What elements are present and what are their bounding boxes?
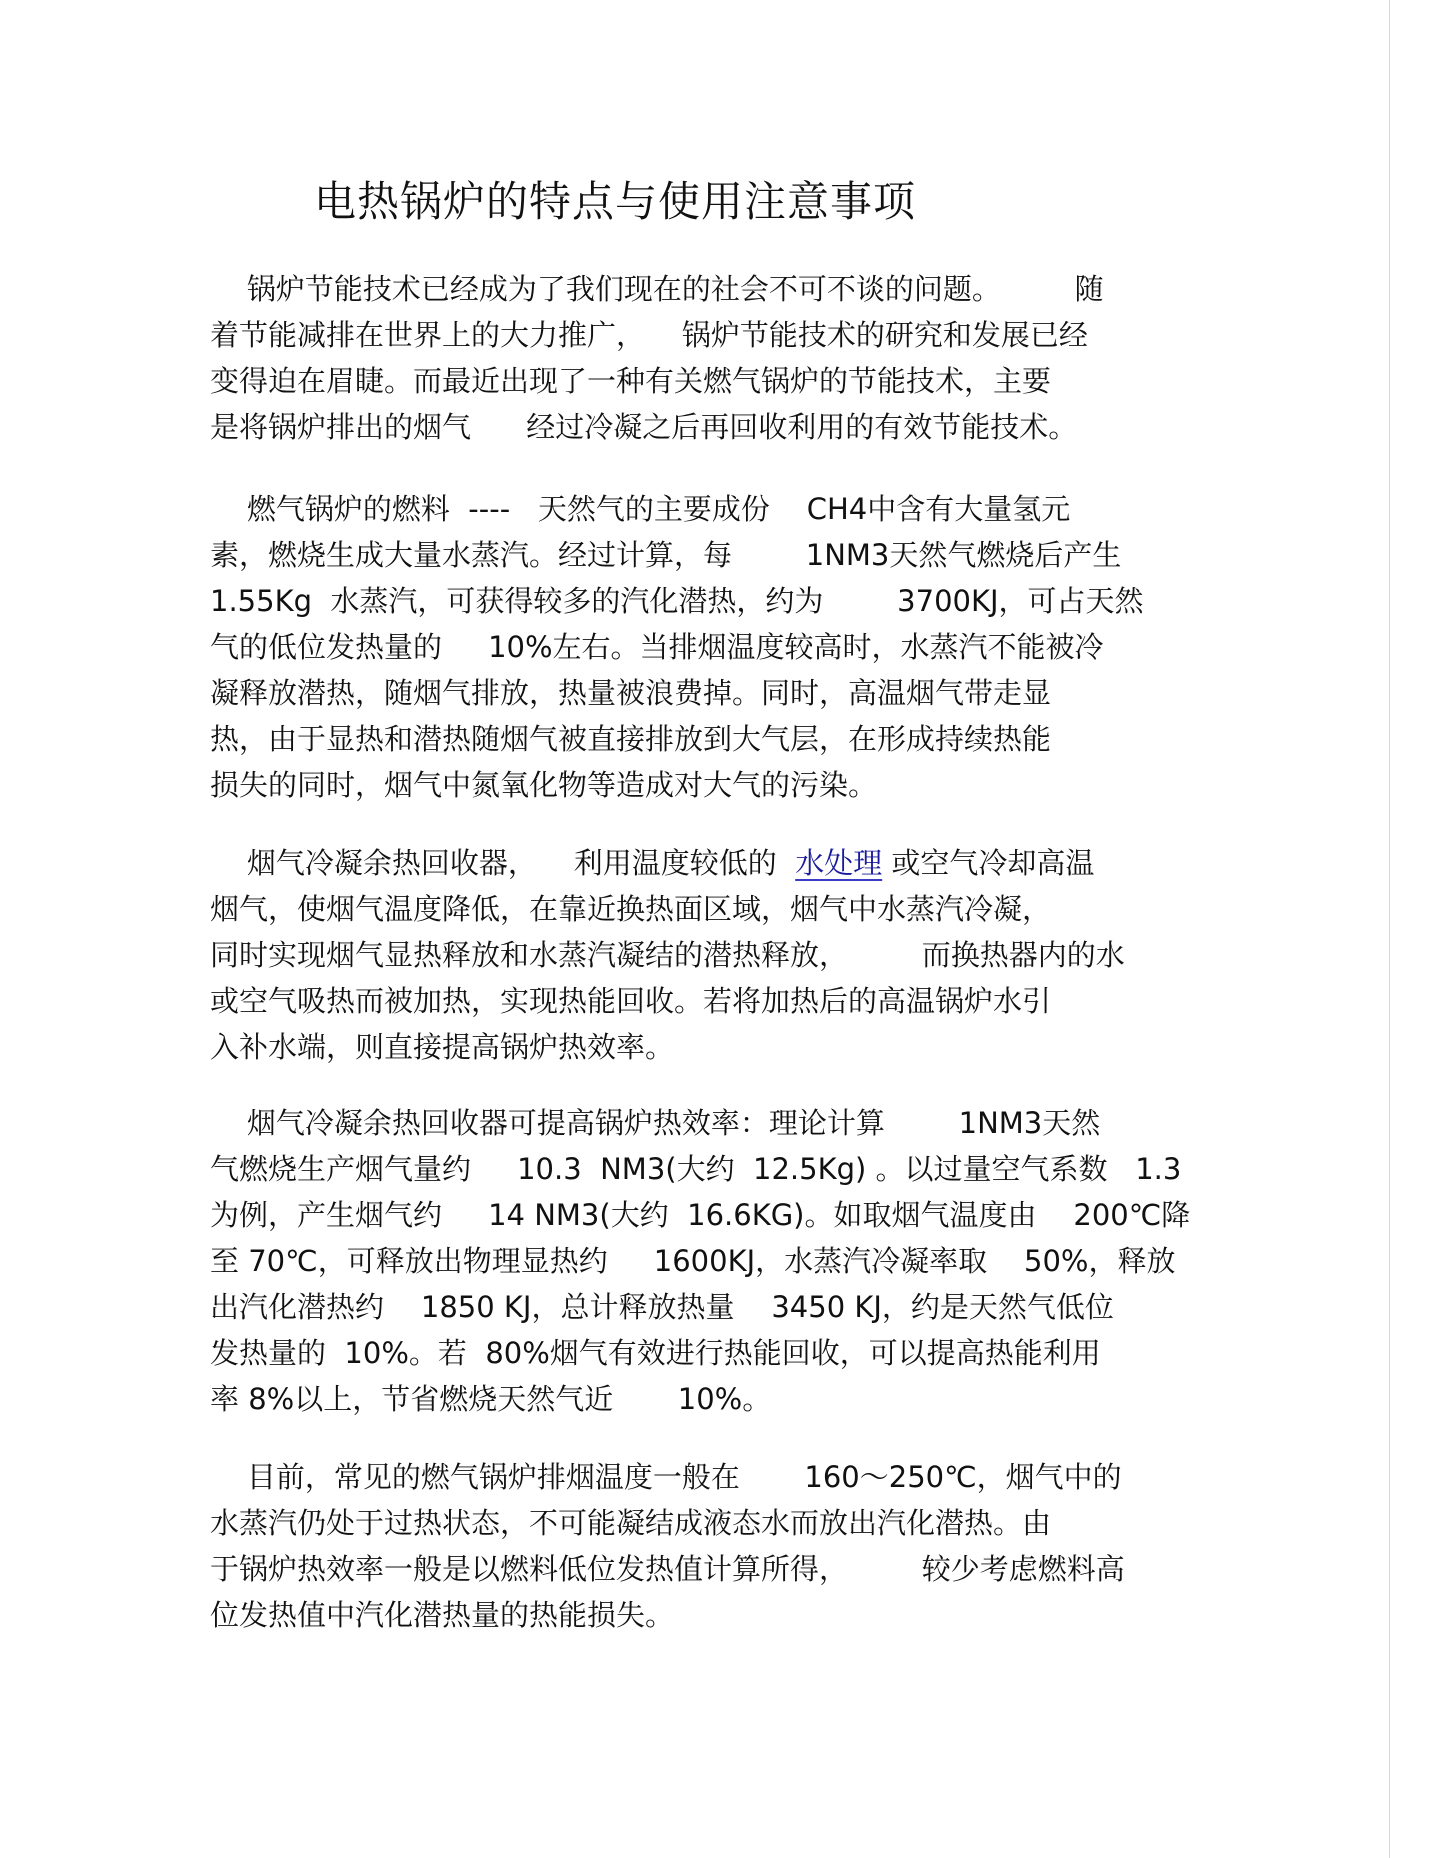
paragraph-line: 为例，产生烟气约 14 NM3(大约 16.6KG)。如取烟气温度由 200℃降 bbox=[210, 1198, 1191, 1232]
paragraph-line: 目前，常见的燃气锅炉排烟温度一般在 160～250℃，烟气中的 bbox=[210, 1460, 1122, 1494]
paragraph-line: 至 70℃，可释放出物理显热约 1600KJ，水蒸汽冷凝率取 50%，释放 bbox=[210, 1244, 1176, 1278]
paragraph-line: 气的低位发热量的 10%左右。当排烟温度较高时，水蒸汽不能被冷 bbox=[210, 630, 1104, 664]
paragraph-line: 气燃烧生产烟气量约 10.3 NM3(大约 12.5Kg) 。以过量空气系数 1.3 bbox=[210, 1152, 1182, 1186]
paragraph-line: 是将锅炉排出的烟气 经过冷凝之后再回收利用的有效节能技术。 bbox=[210, 410, 1078, 444]
page-edge-divider bbox=[1389, 0, 1390, 1858]
paragraph-line-end: 或空气冷却高温 bbox=[882, 846, 1095, 880]
paragraph-line: 凝释放潜热，随烟气排放，热量被浪费掉。同时，高温烟气带走显 bbox=[210, 676, 1052, 710]
paragraph-1 bbox=[210, 266, 1220, 450]
paragraph-4 bbox=[210, 1100, 1220, 1422]
water-treatment-link[interactable]: 水处理 bbox=[795, 846, 883, 880]
paragraph-line: 烟气冷凝余热回收器可提高锅炉热效率：理论计算 1NM3天然 bbox=[210, 1106, 1101, 1140]
paragraph-line: 热，由于显热和潜热随烟气被直接排放到大气层，在形成持续热能 bbox=[210, 722, 1052, 756]
paragraph-3 bbox=[210, 840, 1220, 1070]
paragraph-line: 1.55Kg 水蒸汽，可获得较多的汽化潜热，约为 3700KJ，可占天然 bbox=[210, 584, 1144, 618]
paragraph-line: 或空气吸热而被加热，实现热能回收。若将加热后的高温锅炉水引 bbox=[210, 984, 1052, 1018]
paragraph-line: 入补水端，则直接提高锅炉热效率。 bbox=[210, 1030, 675, 1064]
paragraph-line: 燃气锅炉的燃料 ---- 天然气的主要成份 CH4中含有大量氢元 bbox=[210, 492, 1071, 526]
document-title: 电热锅炉的特点与使用注意事项 bbox=[314, 177, 917, 226]
paragraph-line: 烟气，使烟气温度降低，在靠近换热面区域，烟气中水蒸汽冷凝， bbox=[210, 892, 1052, 926]
paragraph-line: 损失的同时，烟气中氮氧化物等造成对大气的污染。 bbox=[210, 768, 878, 802]
paragraph-line: 素，燃烧生成大量水蒸汽。经过计算，每 1NM3天然气燃烧后产生 bbox=[210, 538, 1122, 572]
paragraph-line-start: 烟气冷凝余热回收器， 利用温度较低的 bbox=[210, 846, 796, 880]
paragraph-line: 同时实现烟气显热释放和水蒸汽凝结的潜热释放， 而换热器内的水 bbox=[210, 938, 1125, 972]
paragraph-line: 于锅炉热效率一般是以燃料低位发热值计算所得， 较少考虑燃料高 bbox=[210, 1552, 1125, 1586]
paragraph-line: 水蒸汽仍处于过热状态，不可能凝结成液态水而放出汽化潜热。由 bbox=[210, 1506, 1052, 1540]
paragraph-5 bbox=[210, 1454, 1220, 1638]
paragraph-line: 出汽化潜热约 1850 KJ，总计释放热量 3450 KJ，约是天然气低位 bbox=[210, 1290, 1114, 1324]
paragraph-line: 位发热值中汽化潜热量的热能损失。 bbox=[210, 1598, 675, 1632]
paragraph-line: 率 8%以上，节省燃烧天然气近 10%。 bbox=[210, 1382, 772, 1416]
paragraph-line bbox=[210, 840, 1220, 886]
paragraph-line: 发热量的 10%。若 80%烟气有效进行热能回收，可以提高热能利用 bbox=[210, 1336, 1101, 1370]
paragraph-line: 变得迫在眉睫。而最近出现了一种有关燃气锅炉的节能技术，主要 bbox=[210, 364, 1052, 398]
paragraph-line: 着节能减排在世界上的大力推广， 锅炉节能技术的研究和发展已经 bbox=[210, 318, 1088, 352]
paragraph-2 bbox=[210, 486, 1220, 808]
paragraph-line: 锅炉节能技术已经成为了我们现在的社会不可不谈的问题。 随 bbox=[210, 272, 1104, 306]
